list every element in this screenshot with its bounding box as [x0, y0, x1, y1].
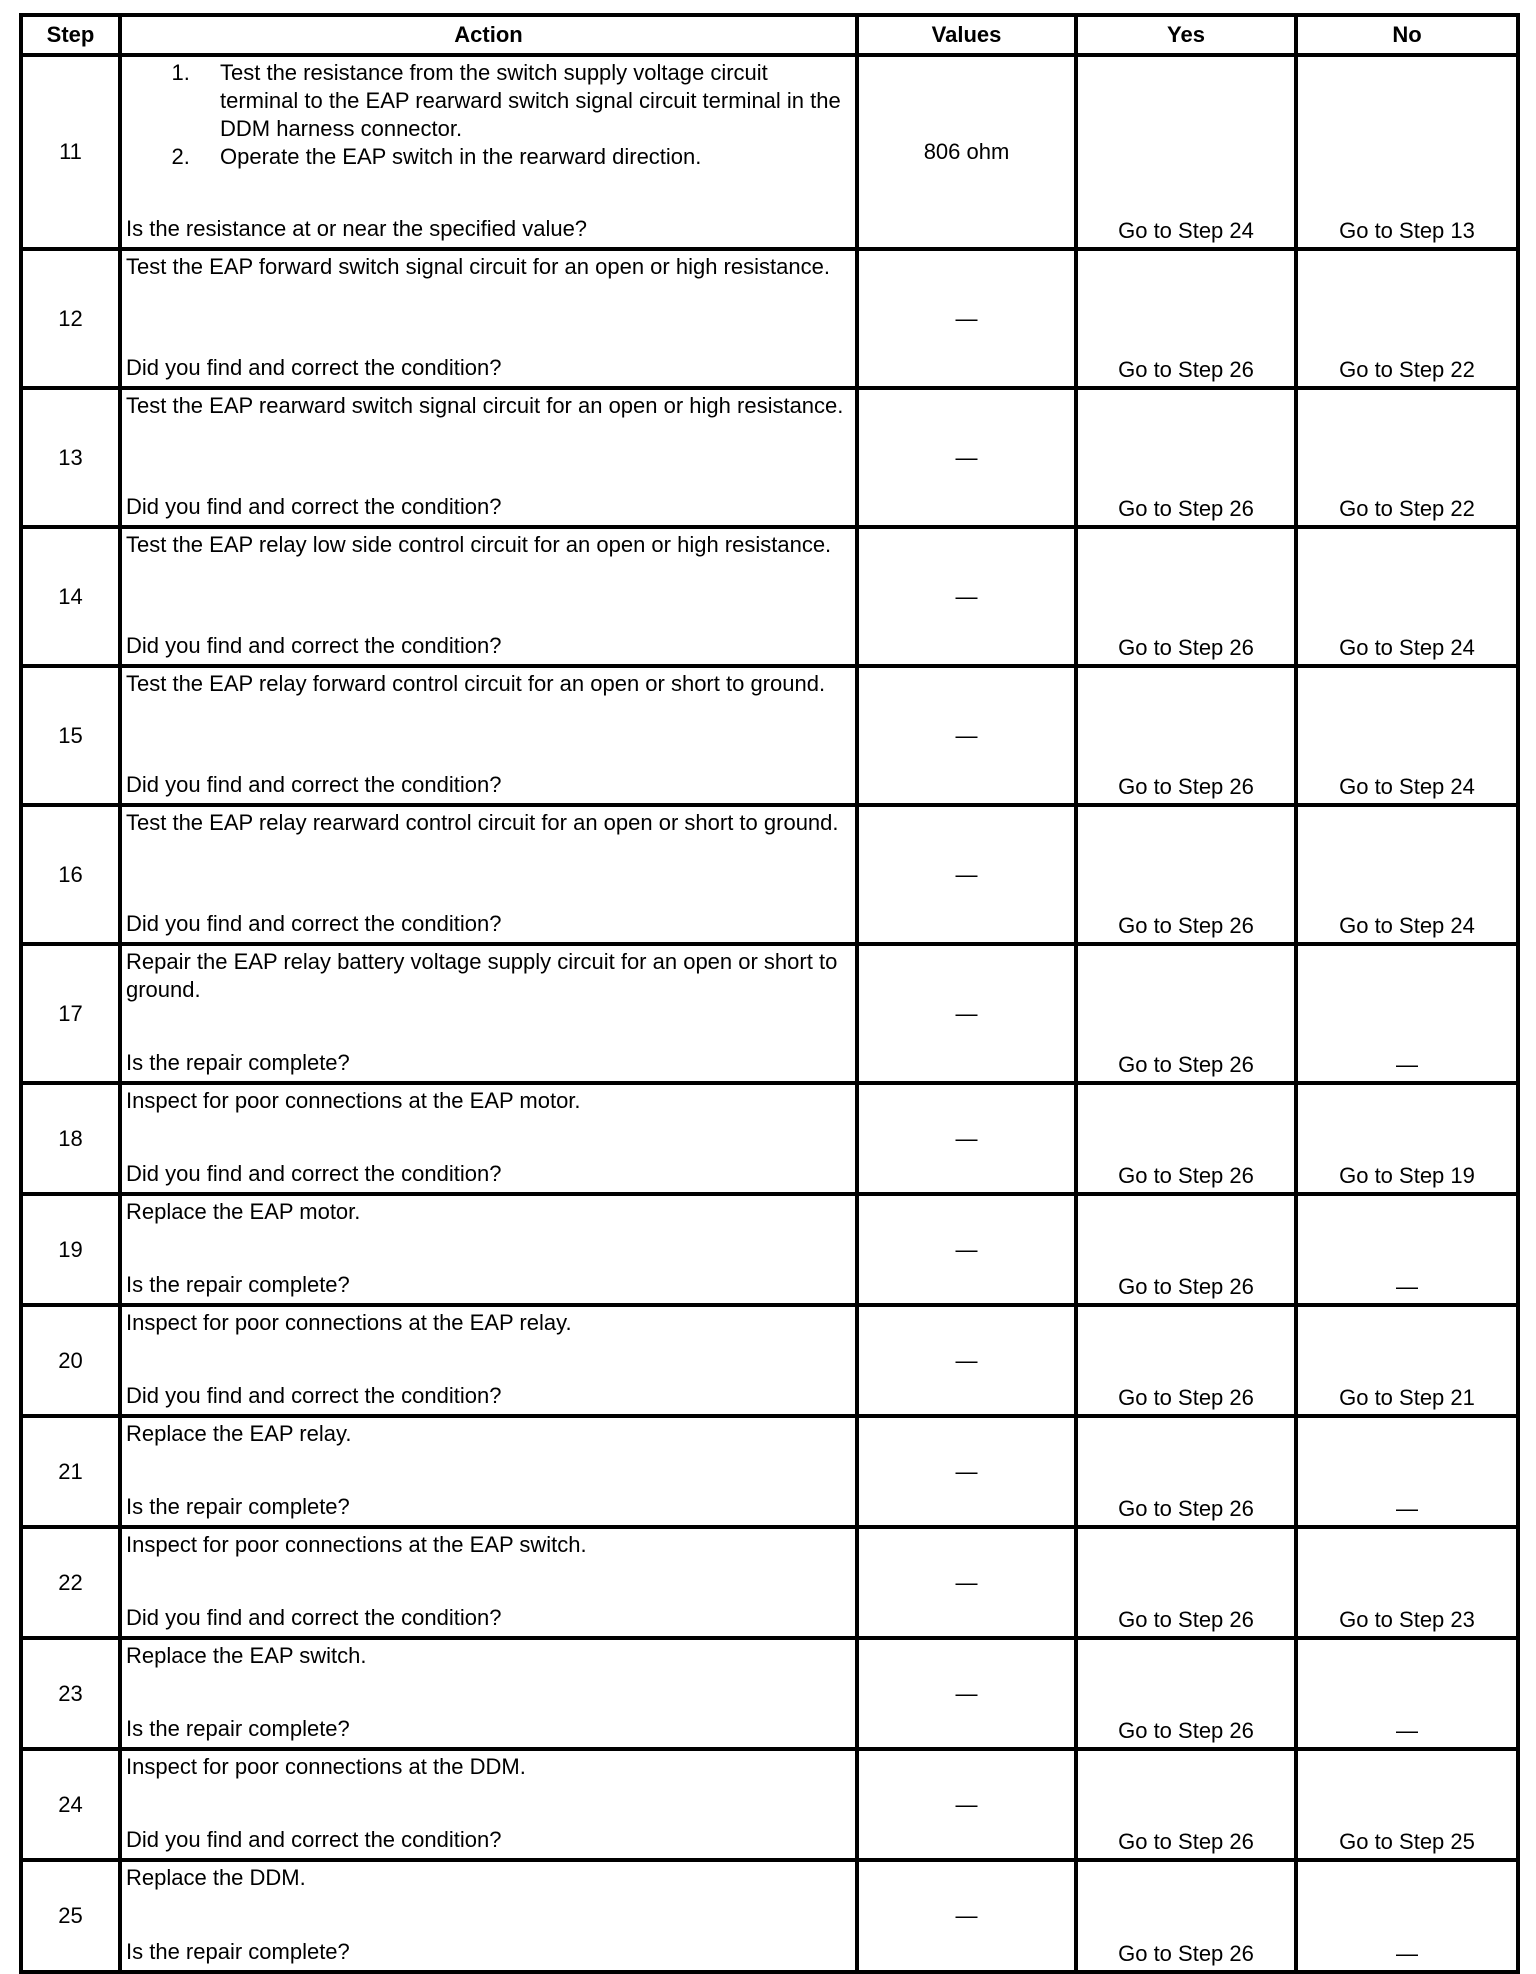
values-cell: — — [857, 1194, 1076, 1305]
no-cell: — — [1296, 944, 1518, 1083]
yes-cell: Go to Step 26 — [1076, 1749, 1296, 1860]
no-cell: Go to Step 24 — [1296, 666, 1518, 805]
step-number: 25 — [21, 1860, 120, 1972]
yes-cell: Go to Step 26 — [1076, 805, 1296, 944]
values-cell: — — [857, 1749, 1076, 1860]
action-text: Replace the EAP relay. — [126, 1421, 352, 1446]
action-content — [122, 1307, 855, 1412]
no-cell: Go to Step 19 — [1296, 1083, 1518, 1194]
action-text: Replace the EAP switch. — [126, 1643, 367, 1668]
yes-cell: Go to Step 26 — [1076, 1860, 1296, 1972]
action-question: Did you find and correct the condition? — [126, 494, 502, 519]
action-cell — [120, 1194, 857, 1305]
values-cell: — — [857, 805, 1076, 944]
no-cell: Go to Step 23 — [1296, 1527, 1518, 1638]
table-row — [21, 388, 1518, 527]
action-cell — [120, 805, 857, 944]
yes-cell: Go to Step 24 — [1076, 55, 1296, 249]
action-question: Is the repair complete? — [126, 1939, 350, 1964]
action-cell — [120, 1638, 857, 1749]
action-question: Did you find and correct the condition? — [126, 1383, 502, 1408]
action-text: Test the EAP forward switch signal circuit for an open or high resistance. — [126, 254, 830, 279]
step-number: 16 — [21, 805, 120, 944]
no-cell: Go to Step 24 — [1296, 805, 1518, 944]
action-steps-list — [126, 59, 851, 171]
yes-cell: Go to Step 26 — [1076, 1416, 1296, 1527]
action-content — [122, 946, 855, 1079]
step-number: 19 — [21, 1194, 120, 1305]
values-cell: — — [857, 1527, 1076, 1638]
action-text: Inspect for poor connections at the EAP motor. — [126, 1088, 581, 1113]
action-cell — [120, 1860, 857, 1972]
values-cell: — — [857, 388, 1076, 527]
action-text: Inspect for poor connections at the EAP relay. — [126, 1310, 572, 1335]
action-content — [122, 1862, 855, 1968]
action-cell — [120, 1527, 857, 1638]
action-step-item: 2. Operate the EAP switch in the rearward direction. — [196, 143, 851, 171]
action-step-item: 1. Test the resistance from the switch supply voltage circuit terminal to the EAP rearward switch signal circuit terminal in the DDM harness connector. — [196, 59, 851, 143]
table-row — [21, 805, 1518, 944]
table-row — [21, 1527, 1518, 1638]
diagnostic-table — [19, 13, 1520, 1974]
values-cell: — — [857, 1305, 1076, 1416]
action-question: Is the repair complete? — [126, 1050, 350, 1075]
header-values: Values — [857, 15, 1076, 55]
table-row — [21, 1416, 1518, 1527]
action-text: Inspect for poor connections at the EAP switch. — [126, 1532, 587, 1557]
action-question: Did you find and correct the condition? — [126, 1161, 502, 1186]
yes-cell: Go to Step 26 — [1076, 944, 1296, 1083]
yes-cell: Go to Step 26 — [1076, 527, 1296, 666]
action-text: Replace the EAP motor. — [126, 1199, 361, 1224]
action-cell — [120, 249, 857, 388]
table-row — [21, 1749, 1518, 1860]
yes-cell: Go to Step 26 — [1076, 388, 1296, 527]
step-number: 15 — [21, 666, 120, 805]
header-step: Step — [21, 15, 120, 55]
action-cell — [120, 527, 857, 666]
table-row — [21, 1638, 1518, 1749]
no-cell: Go to Step 25 — [1296, 1749, 1518, 1860]
yes-cell: Go to Step 26 — [1076, 249, 1296, 388]
step-number: 22 — [21, 1527, 120, 1638]
action-question: Is the repair complete? — [126, 1494, 350, 1519]
table-row — [21, 55, 1518, 249]
yes-cell: Go to Step 26 — [1076, 1083, 1296, 1194]
action-question: Did you find and correct the condition? — [126, 911, 502, 936]
step-number: 24 — [21, 1749, 120, 1860]
values-cell: 806 ohm — [857, 55, 1076, 249]
action-question: Did you find and correct the condition? — [126, 355, 502, 380]
table-row — [21, 1305, 1518, 1416]
table-row — [21, 944, 1518, 1083]
action-text: Test the EAP relay rearward control circuit for an open or short to ground. — [126, 810, 839, 835]
action-content — [122, 1418, 855, 1523]
action-content — [122, 1529, 855, 1634]
action-content — [122, 1751, 855, 1856]
yes-cell: Go to Step 26 — [1076, 1305, 1296, 1416]
values-cell: — — [857, 1638, 1076, 1749]
table-row — [21, 249, 1518, 388]
action-cell — [120, 1083, 857, 1194]
table-row — [21, 1860, 1518, 1972]
action-cell — [120, 944, 857, 1083]
action-question: Is the repair complete? — [126, 1716, 350, 1741]
action-question: Did you find and correct the condition? — [126, 772, 502, 797]
action-text: Test the EAP rearward switch signal circuit for an open or high resistance. — [126, 393, 844, 418]
action-question: Did you find and correct the condition? — [126, 1605, 502, 1630]
step-number: 20 — [21, 1305, 120, 1416]
action-question: Is the repair complete? — [126, 1272, 350, 1297]
values-cell: — — [857, 666, 1076, 805]
header-no: No — [1296, 15, 1518, 55]
action-content — [122, 529, 855, 662]
header-action: Action — [120, 15, 857, 55]
step-number: 23 — [21, 1638, 120, 1749]
action-cell — [120, 388, 857, 527]
values-cell: — — [857, 1416, 1076, 1527]
no-cell: — — [1296, 1194, 1518, 1305]
step-number: 12 — [21, 249, 120, 388]
action-text: Test the EAP relay low side control circuit for an open or high resistance. — [126, 532, 832, 557]
action-cell — [120, 55, 857, 249]
action-content — [122, 1196, 855, 1301]
action-content — [122, 668, 855, 801]
action-cell — [120, 1749, 857, 1860]
action-content — [122, 390, 855, 523]
no-cell: Go to Step 13 — [1296, 55, 1518, 249]
values-cell: — — [857, 249, 1076, 388]
values-cell: — — [857, 527, 1076, 666]
no-cell: — — [1296, 1416, 1518, 1527]
action-content — [122, 1085, 855, 1190]
no-cell: Go to Step 22 — [1296, 388, 1518, 527]
table-row — [21, 527, 1518, 666]
action-question: Did you find and correct the condition? — [126, 633, 502, 658]
action-text: Repair the EAP relay battery voltage supply circuit for an open or short to ground. — [126, 949, 838, 1002]
action-content — [122, 251, 855, 384]
yes-cell: Go to Step 26 — [1076, 1194, 1296, 1305]
action-cell — [120, 1305, 857, 1416]
action-content — [122, 1640, 855, 1745]
action-cell — [120, 666, 857, 805]
values-cell: — — [857, 1860, 1076, 1972]
action-content — [122, 57, 855, 245]
values-cell: — — [857, 1083, 1076, 1194]
step-number: 21 — [21, 1416, 120, 1527]
step-number: 18 — [21, 1083, 120, 1194]
yes-cell: Go to Step 26 — [1076, 1527, 1296, 1638]
no-cell: — — [1296, 1860, 1518, 1972]
no-cell: Go to Step 21 — [1296, 1305, 1518, 1416]
table-body — [21, 55, 1518, 1972]
no-cell: Go to Step 24 — [1296, 527, 1518, 666]
no-cell: Go to Step 22 — [1296, 249, 1518, 388]
table-row — [21, 1194, 1518, 1305]
action-question: Did you find and correct the condition? — [126, 1827, 502, 1852]
action-question: Is the resistance at or near the specified value? — [126, 216, 588, 241]
action-text: Inspect for poor connections at the DDM. — [126, 1754, 526, 1779]
action-text: Test the EAP relay forward control circuit for an open or short to ground. — [126, 671, 826, 696]
step-number: 11 — [21, 55, 120, 249]
yes-cell: Go to Step 26 — [1076, 666, 1296, 805]
values-cell: — — [857, 944, 1076, 1083]
action-content — [122, 807, 855, 940]
header-yes: Yes — [1076, 15, 1296, 55]
table-row — [21, 1083, 1518, 1194]
step-number: 17 — [21, 944, 120, 1083]
action-text: Replace the DDM. — [126, 1865, 306, 1890]
step-number: 14 — [21, 527, 120, 666]
header-row — [21, 15, 1518, 55]
action-cell — [120, 1416, 857, 1527]
yes-cell: Go to Step 26 — [1076, 1638, 1296, 1749]
table-row — [21, 666, 1518, 805]
no-cell: — — [1296, 1638, 1518, 1749]
step-number: 13 — [21, 388, 120, 527]
